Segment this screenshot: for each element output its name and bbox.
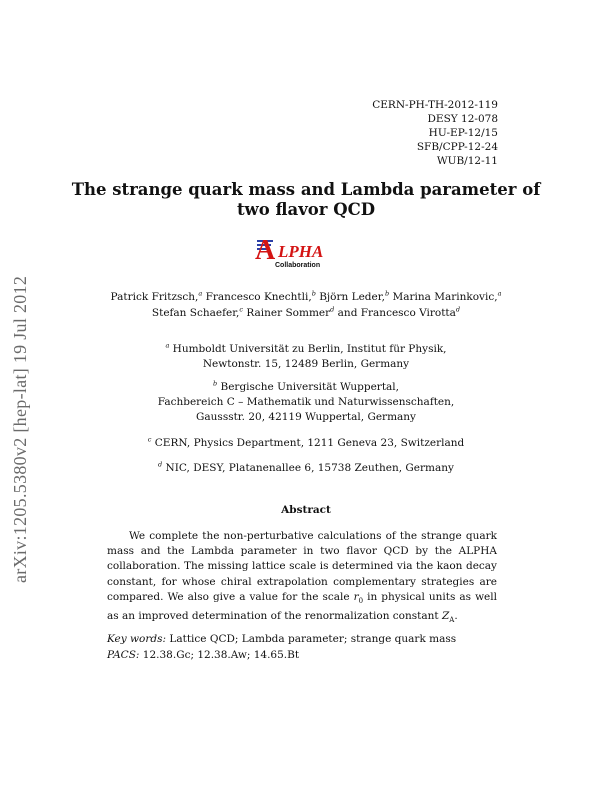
logo-collaboration-label: Collaboration: [275, 262, 321, 269]
keywords-block: [107, 631, 497, 663]
affiliation-b: [80, 380, 532, 425]
title-line: two flavor QCD: [236, 200, 376, 219]
affiliation-d: [80, 461, 532, 476]
arxiv-identifier-stamp: arXiv:1205.5380v2 [hep-lat] 19 Jul 2012: [10, 275, 30, 583]
author-name: Patrick Fritzsch,: [110, 291, 199, 303]
abstract-text: in physical units as well as an improved determination of the renormalization constant: [107, 590, 497, 623]
author-name: Francesco Knechtli,: [202, 291, 312, 303]
r0-symbol: r: [353, 590, 359, 603]
affil-line: CERN, Physics Department, 1211 Geneva 23, Switzerland: [151, 437, 465, 449]
author-affil-mark: b: [311, 289, 316, 298]
author-affil-mark: b: [384, 289, 390, 298]
affil-label: b: [212, 379, 218, 388]
logo-word: LPHA: [278, 242, 324, 261]
author-affil-mark: d: [330, 305, 335, 314]
author-name: Stefan Schaefer,: [151, 307, 240, 319]
affiliation-a: [80, 342, 532, 372]
report-number: CERN-PH-TH-2012-119: [372, 99, 498, 111]
logo-initial: A: [255, 235, 276, 266]
alpha-collaboration-logo: [255, 236, 365, 272]
author-affil-mark: c: [239, 305, 244, 314]
affil-line: Humboldt Universität zu Berlin, Institut für Physik,: [169, 343, 447, 355]
keywords-text: Lattice QCD; Lambda parameter; strange quark mass: [166, 633, 457, 645]
affil-label: c: [147, 435, 152, 444]
author-affil-mark: d: [455, 305, 461, 314]
abstract-heading: Abstract: [281, 504, 331, 516]
abstract-text: We complete the non-perturbative calculations of the strange quark mass and the Lambda parameter in two flavor QCD by the ALPHA collaboration. The missing lattice scale is determined via the kaon decay constant, for whose chiral extrapolation complementary strategies are compared. We also give a value for the scale: [107, 530, 497, 603]
affil-label: a: [165, 341, 170, 350]
za-subscript: A: [449, 616, 455, 625]
report-number: DESY 12-078: [427, 113, 498, 125]
za-symbol: Z: [441, 610, 450, 623]
keywords-label: Key words:: [107, 633, 167, 645]
author-name: Marina Marinkovic,: [389, 291, 498, 303]
r0-subscript: 0: [358, 596, 364, 605]
pacs-label: PACS:: [107, 649, 140, 661]
author-affil-mark: a: [198, 289, 203, 298]
author-affil-mark: a: [497, 289, 502, 298]
affil-line: NIC, DESY, Platanenallee 6, 15738 Zeuthen, Germany: [162, 462, 454, 474]
report-numbers: [372, 98, 498, 168]
affil-label: d: [158, 460, 163, 469]
report-number: SFB/CPP-12-24: [416, 141, 498, 153]
pacs-text: 12.38.Gc; 12.38.Aw; 14.65.Bt: [139, 649, 300, 661]
abstract-text: .: [454, 610, 458, 623]
author-name: Björn Leder,: [315, 291, 385, 303]
author-name: Rainer Sommer: [243, 307, 331, 319]
author-name: and Francesco Virotta: [334, 307, 456, 319]
affil-line: Newtonstr. 15, 12489 Berlin, Germany: [202, 358, 410, 370]
affil-line: Gaussstr. 20, 42119 Wuppertal, Germany: [196, 411, 416, 423]
affil-line: Bergische Universität Wuppertal,: [217, 381, 400, 393]
title-line: The strange quark mass and Lambda parameter of: [71, 180, 541, 199]
author-list: [70, 289, 542, 321]
report-number: WUB/12-11: [436, 155, 498, 167]
paper-title: [60, 180, 552, 220]
abstract-body: [107, 529, 497, 628]
report-number: HU-EP-12/15: [428, 127, 498, 139]
affiliation-c: [80, 436, 532, 451]
affil-line: Fachbereich C – Mathematik und Naturwissenschaften,: [157, 396, 455, 408]
